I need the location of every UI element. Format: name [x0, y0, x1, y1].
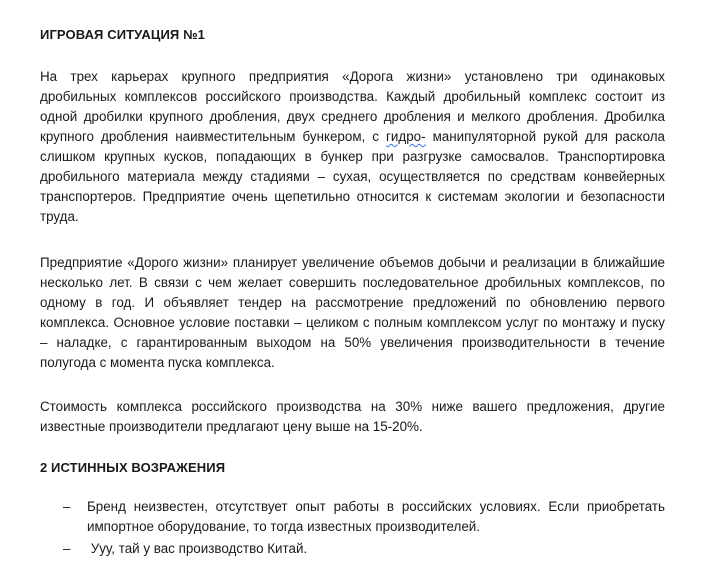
text-line: одной дробилки крупного дробления, двух среднего дробления и мелкого дробления. Дробилка: [40, 109, 665, 124]
paragraph-situation: [40, 67, 665, 227]
text-line: крупного дробления наивместительным бункером, с гидро- манипуляторной рукой для раскола: [40, 129, 665, 144]
dash-bullet: –: [63, 541, 71, 556]
dash-bullet: –: [63, 499, 71, 514]
text-line: Стоимость комплекса российского производства на 30% ниже вашего предложения, другие: [40, 399, 665, 414]
text-line: дробильных комплексов российского производства. Каждый дробильный комплекс состоит из: [40, 89, 665, 104]
objection-text: [87, 539, 665, 559]
objection-text: [87, 497, 665, 537]
text-line: несколько лет. В связи с чем желает совершить последовательное дробильных комплексов, по: [40, 275, 665, 290]
text-line: комплекса. Основное условие поставки – целиком с полным комплексом услуг по монтажу и пуску: [40, 315, 665, 330]
spellcheck-flagged-word: гидро-: [386, 129, 426, 144]
section-heading-objections: 2 ИСТИННЫХ ВОЗРАЖЕНИЯ: [40, 460, 226, 475]
paragraph-tender: [40, 253, 665, 373]
text-line: Ууу, тай у вас производство Китай.: [87, 541, 308, 556]
text-line: Бренд неизвестен, отсутствует опыт работы в российских условиях. Если приобретать: [87, 499, 665, 514]
text-line: полугода с момента пуска комплекса.: [40, 355, 275, 370]
text-line: дробильного материала между стадиями – сухая, осуществляется по средствам конвейерных: [40, 169, 665, 184]
text-line: транспортеров. Предприятие очень щепетильно относится к системам экологии и безопасности: [40, 189, 665, 204]
text-line: известные производители предлагают цену выше на 15-20%.: [40, 419, 423, 434]
text-line: одному в год. И объявляет тендер на рассмотрение предложений по обновлению первого: [40, 295, 665, 310]
paragraph-price: [40, 397, 665, 437]
text-line: Предприятие «Дорого жизни» планирует увеличение объемов добычи и реализации в ближайшие: [40, 255, 665, 270]
list-item: [0, 539, 709, 559]
text-line: труда.: [40, 209, 79, 224]
document-title: ИГРОВАЯ СИТУАЦИЯ №1: [40, 27, 205, 42]
text-line: – наладке, с гарантированным выходом на 50% увеличения производительности в течение: [40, 335, 665, 350]
text-line: слишком крупных кусков, попадающих в бункер при разгрузке самосвалов. Транспортировка: [40, 149, 665, 164]
objections-list: [0, 497, 709, 559]
text-line: импортное оборудование, то тогда известных производителей.: [87, 519, 480, 534]
text-line: На трех карьерах крупного предприятия «Дорога жизни» установлено три одинаковых: [40, 69, 665, 84]
list-item: [0, 497, 709, 539]
